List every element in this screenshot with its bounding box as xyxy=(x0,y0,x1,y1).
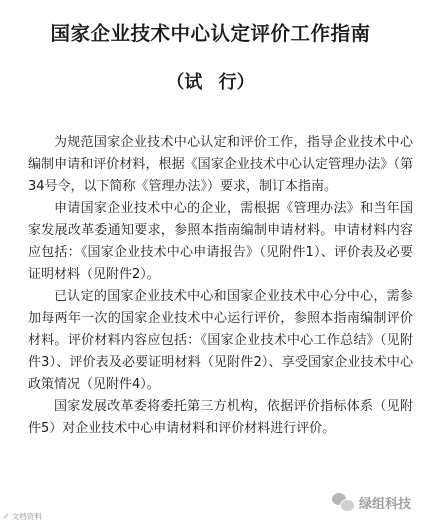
document-subtitle: （试 行） xyxy=(166,72,255,93)
paragraph-application: 申请国家企业技术中心的企业，需根据《管理办法》和当年国家发展改革委通知要求，参照本指南编制申请材料。申请材料内容应包括：《国家企业技术中心申请报告》（见附件1）、评价表及必要证明材料（见附件2）。 xyxy=(28,201,413,282)
document-title: 国家企业技术中心认定评价工作指南 xyxy=(50,22,371,45)
paragraph-third-party: 国家发展改革委将委托第三方机构，依据评价指标体系（见附件5）对企业技术中心申请材料和评价材料进行评价。 xyxy=(28,399,413,436)
wechat-watermark xyxy=(332,492,411,512)
paragraph-purpose: 为规范国家企业技术中心认定和评价工作，指导企业技术中心编制申请和评价材料，根据《国家企业技术中心认定管理办法》（第34号令，以下简称《管理办法》）要求，制订本指南。 xyxy=(28,135,413,194)
watermark-text: 绿组科技 xyxy=(358,496,411,512)
paragraph-evaluation: 已认定的国家企业技术中心和国家企业技术中心分中心，需参加每两年一次的国家企业技术中心运行评价，参照本指南编制评价材料。评价材料内容应包括：《国家企业技术中心工作总结》（见附件3）、评价表及必要证明材料（见附件2）、享受国家企业技术中心政策情况（见附件4）。 xyxy=(28,289,413,392)
source-mark xyxy=(3,511,42,522)
source-mark-text: 文档资料 xyxy=(11,512,42,521)
document-body xyxy=(28,132,413,440)
pin-icon: ✓ xyxy=(3,512,10,521)
wechat-icon xyxy=(332,492,354,512)
